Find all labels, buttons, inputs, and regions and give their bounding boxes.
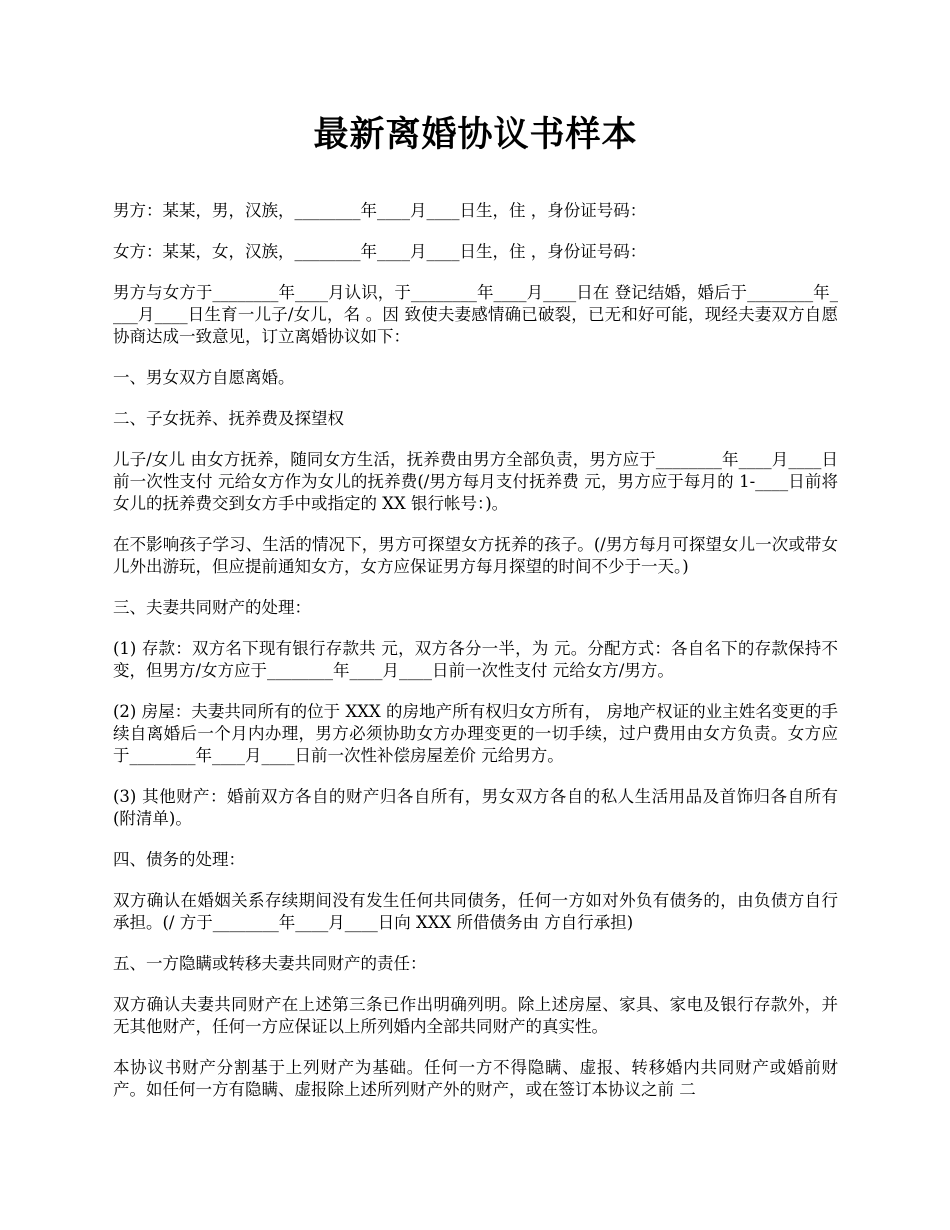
property-house-clause: (2) 房屋：夫妻共同所有的位于 XXX 的房地产所有权归女方所有， 房地产权证的业主姓名变更的手续自离婚后一个月内办理，男方必须协助女方办理变更的一切手续，过户费用由女方负责。女方应于________年____月____日前一次性补偿房屋差价 元给男方。 [113,702,838,765]
section-heading-concealment: 五、一方隐瞒或转移夫妻共同财产的责任： [113,954,427,973]
section-heading-debt: 四、债务的处理： [113,850,245,869]
section-heading-custody: 二、子女抚养、抚养费及探望权 [113,409,344,428]
document-title: 最新离婚协议书样本 [313,114,638,155]
custody-support-clause: 儿子/女儿 由女方抚养，随同女方生活，抚养费由男方全部负责，男方应于________年____月____日前一次性支付 元给女方作为女儿的抚养费(/男方每月支付抚养费 元，男方应于每月的 1-____日前将女儿的抚养费交到女方手中或指定的 XX 银行帐号：)。 [113,450,838,513]
marriage-background: 男方与女方于________年____月认识，于________年____月____日在 登记结婚，婚后于________年____月____日生育一儿子/女儿，名 。因 致使夫妻感情确已破裂，已无和好可能，现经夫妻双方自愿协商达成一致意见，订立离婚协议如下： [113,283,838,346]
party-male-info: 男方：某某，男，汉族，________年____月____日生，住 ，身份证号码： [113,201,647,220]
section-heading-property: 三、夫妻共同财产的处理： [113,598,311,617]
section-heading-divorce: 一、男女双方自愿离婚。 [113,368,295,387]
property-confirmation-clause: 双方确认夫妻共同财产在上述第三条已作出明确列明。除上述房屋、家具、家电及银行存款外，并无其他财产，任何一方应保证以上所列婚内全部共同财产的真实性。 [113,995,838,1036]
property-savings-clause: (1) 存款：双方名下现有银行存款共 元，双方各分一半，为 元。分配方式：各自名下的存款保持不变，但男方/女方应于________年____月____日前一次性支付 元给女方/男方。 [113,639,838,680]
concealment-clause: 本协议书财产分割基于上列财产为基础。任何一方不得隐瞒、虚报、转移婚内共同财产或婚前财产。如任何一方有隐瞒、虚报除上述所列财产外的财产，或在签订本协议之前 二 [113,1058,838,1099]
party-female-info: 女方：某某，女，汉族，________年____月____日生，住 ，身份证号码： [113,242,647,261]
visitation-clause: 在不影响孩子学习、生活的情况下，男方可探望女方抚养的孩子。(/男方每月可探望女儿一次或带女儿外出游玩，但应提前通知女方，女方应保证男方每月探望的时间不少于一天。) [113,535,838,576]
property-other-clause: (3) 其他财产：婚前双方各自的财产归各自所有，男女双方各自的私人生活用品及首饰归各自所有(附清单)。 [113,787,838,828]
debt-clause: 双方确认在婚姻关系存续期间没有发生任何共同债务，任何一方如对外负有债务的，由负债方自行承担。(/ 方于________年____月____日向 XXX 所借债务由 方自行承担) [113,891,838,932]
